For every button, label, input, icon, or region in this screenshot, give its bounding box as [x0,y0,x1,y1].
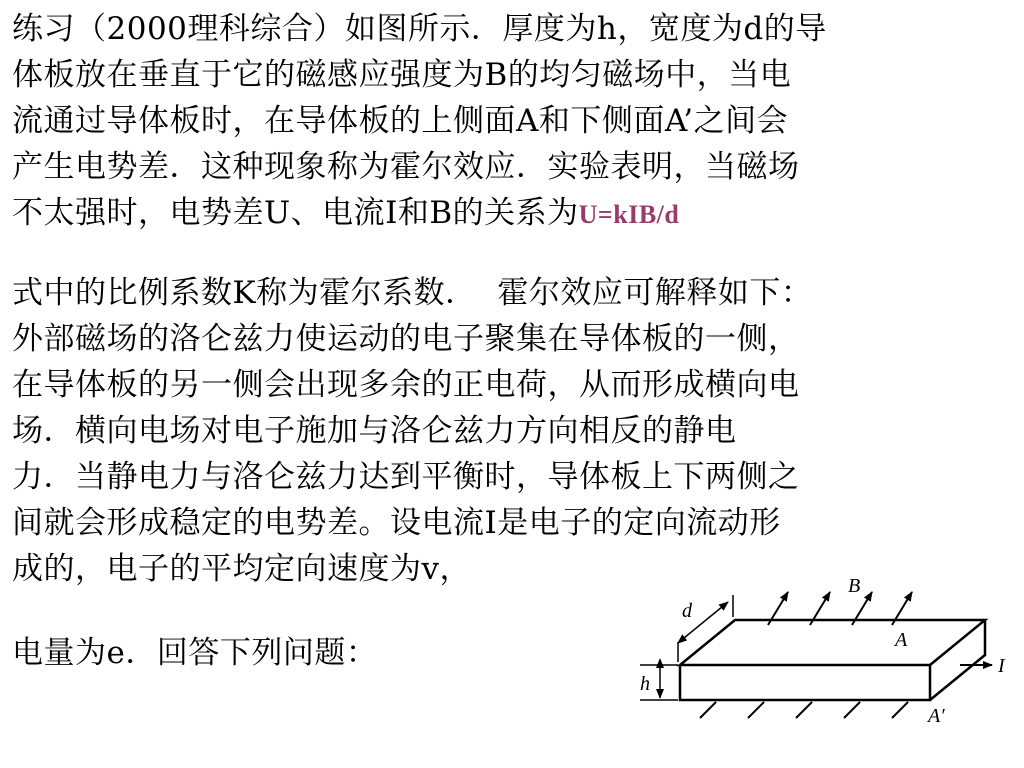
label-A: A [895,629,908,651]
text-line: 电量为e．回答下列问题： [12,635,378,671]
label-I: I [998,655,1005,677]
conductor-plate [680,620,985,700]
field-lines-below [700,702,908,718]
text-line: 外部磁场的洛仑兹力使运动的电子聚集在导体板的一侧， [12,321,800,357]
text-line: 式中的比例系数K称为霍尔系数． 霍尔效应可解释如下： [12,275,813,311]
text-line: 场．横向电场对电子施加与洛仑兹力方向相反的静电 [12,413,737,449]
text-line: 练习（2000理科综合）如图所示．厚度为h，宽度为d的导 [12,11,827,47]
text-line: 成的，电子的平均定向速度为v， [12,551,472,587]
text-line: 体板放在垂直于它的磁感应强度为B的均匀磁场中，当电 [12,57,792,93]
text-line: 产生电势差．这种现象称为霍尔效应．实验表明，当磁场 [12,149,800,185]
text-line: 流通过导体板时，在导体板的上侧面A和下侧面A’之间会 [12,103,789,139]
explanation-paragraph [12,270,1012,592]
text-line: 在导体板的另一侧会出现多余的正电荷，从而形成横向电 [12,367,800,403]
text-line: 不太强时，电势差U、电流I和B的关系为U=kIB/d [12,195,680,231]
problem-intro-paragraph [12,6,1012,238]
label-A-prime: A′ [928,705,945,727]
text-line: 力．当静电力与洛仑兹力达到平衡时，导体板上下两侧之 [12,459,800,495]
label-h: h [640,673,650,695]
label-B: B [848,575,861,597]
text-line: 间就会形成稳定的电势差。设电流I是电子的定向流动形 [12,505,781,541]
hall-effect-diagram [630,570,1020,750]
label-d: d [682,600,692,622]
hall-formula: U=kIB/d [578,200,680,229]
